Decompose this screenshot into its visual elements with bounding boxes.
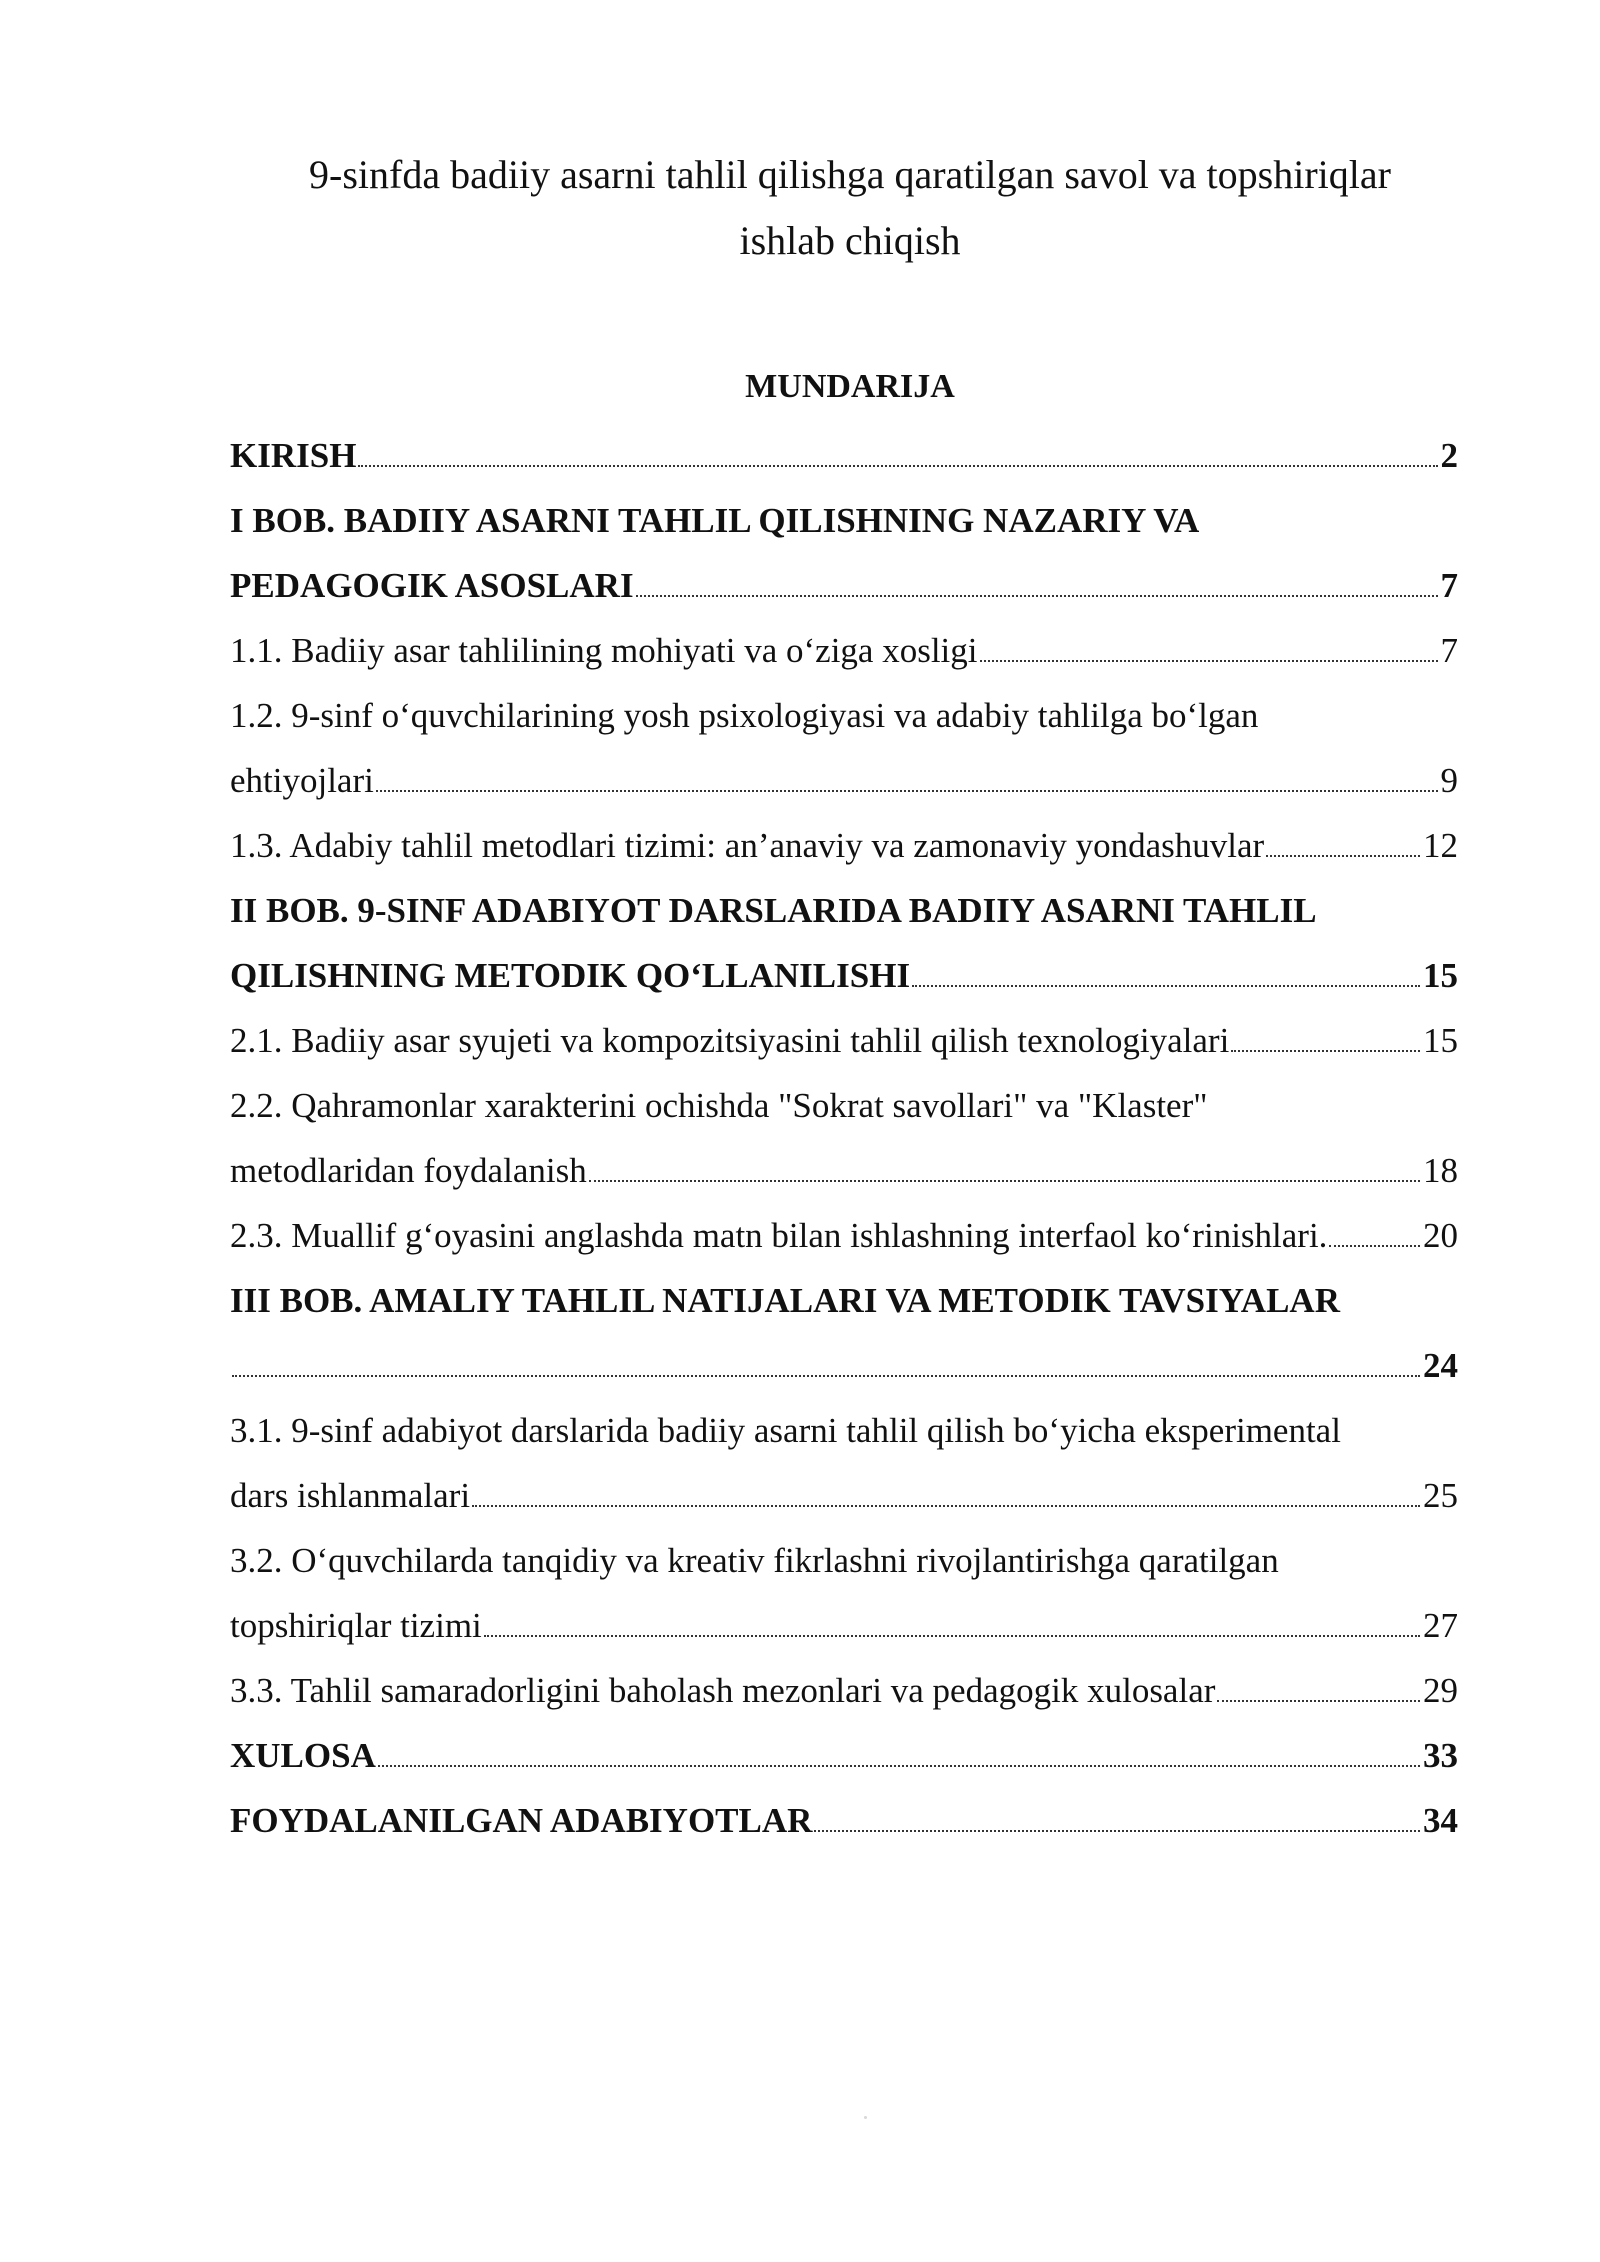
dot-leader: [912, 985, 1420, 987]
toc-entry-kirish: [230, 423, 1458, 488]
toc-entry-text: topshiriqlar tizimi: [230, 1606, 482, 1645]
toc-entry-section-3-1-line-1: [230, 1398, 1458, 1463]
toc-entry-text: 3.3. Tahlil samaradorligini baholash mezonlari va pedagogik xulosalar: [230, 1671, 1216, 1710]
dot-leader: [358, 465, 1437, 467]
dot-leader: [484, 1635, 1420, 1637]
toc-page-number: 29: [1423, 1671, 1458, 1710]
dot-leader: [1329, 1245, 1420, 1247]
toc-entry-section-1-1: [230, 618, 1458, 683]
toc-entry-adabiyotlar: [230, 1788, 1458, 1853]
toc-entry-section-1-3: [230, 813, 1458, 878]
toc-entry-text: 3.1. 9-sinf adabiyot darslarida badiiy asarni tahlil qilish bo‘yicha eksperimental: [230, 1411, 1341, 1450]
toc-page-number: 12: [1423, 826, 1458, 865]
toc-entry-section-1-2: [230, 748, 1458, 813]
toc-entry-section-2-1: [230, 1008, 1458, 1073]
dot-leader: [636, 595, 1438, 597]
toc-entry-section-3-2-line-1: [230, 1528, 1458, 1593]
toc-page-number: 2: [1440, 436, 1458, 475]
toc-entry-text: XULOSA: [230, 1736, 376, 1775]
toc-heading: MUNDARIJA: [745, 368, 955, 405]
table-of-contents: [230, 423, 1458, 1853]
toc-page-number: 27: [1423, 1606, 1458, 1645]
toc-entry-text: 1.3. Adabiy tahlil metodlari tizimi: an’anaviy va zamonaviy yondashuvlar: [230, 826, 1265, 865]
dot-leader: [814, 1830, 1420, 1832]
toc-entry-chapter-2-line-1: [230, 878, 1458, 943]
toc-entry-text: 1.1. Badiiy asar tahlilining mohiyati va o‘ziga xosligi: [230, 631, 978, 670]
toc-entry-text: 3.2. O‘quvchilarda tanqidiy va kreativ fikrlashni rivojlantirishga qaratilgan: [230, 1541, 1279, 1580]
toc-entry-section-2-2: [230, 1138, 1458, 1203]
dot-leader: [980, 660, 1438, 662]
footer-mark: [864, 2116, 867, 2119]
toc-page-number: 15: [1423, 1021, 1458, 1060]
toc-entry-text: ehtiyojlari: [230, 761, 374, 800]
toc-entry-text: metodlaridan foydalanish: [230, 1151, 587, 1190]
dot-leader: [378, 1765, 1420, 1767]
toc-entry-chapter-3-line-1: [230, 1268, 1458, 1333]
document-title-line-2: ishlab chiqish: [739, 218, 961, 263]
toc-entry-xulosa: [230, 1723, 1458, 1788]
toc-page-number: 34: [1423, 1801, 1458, 1840]
toc-entry-text: dars ishlanmalari: [230, 1476, 471, 1515]
toc-entry-text: 2.3. Muallif g‘oyasini anglashda matn bilan ishlashning interfaol ko‘rinishlari.: [230, 1216, 1328, 1255]
toc-entry-text: 2.1. Badiiy asar syujeti va kompozitsiyasini tahlil qilish texnologiyalari: [230, 1021, 1230, 1060]
toc-page-number: 9: [1440, 761, 1458, 800]
toc-page-number: 33: [1423, 1736, 1458, 1775]
toc-page-number: 25: [1423, 1476, 1458, 1515]
dot-leader: [1217, 1700, 1420, 1702]
toc-entry-section-3-2: [230, 1593, 1458, 1658]
toc-entry-text: II BOB. 9-SINF ADABIYOT DARSLARIDA BADIIY ASARNI TAHLIL: [230, 891, 1317, 930]
toc-entry-section-3-3: [230, 1658, 1458, 1723]
toc-page-number: 20: [1423, 1216, 1458, 1255]
dot-leader: [472, 1505, 1420, 1507]
toc-entry-chapter-2: [230, 943, 1458, 1008]
toc-entry-text: 1.2. 9-sinf o‘quvchilarining yosh psixologiyasi va adabiy tahlilga bo‘lgan: [230, 696, 1259, 735]
toc-page-number: 7: [1440, 631, 1458, 670]
dot-leader: [232, 1375, 1420, 1377]
toc-entry-text: FOYDALANILGAN ADABIYOTLAR: [230, 1801, 813, 1840]
dot-leader: [589, 1180, 1420, 1182]
toc-entry-section-2-3: [230, 1203, 1458, 1268]
toc-entry-chapter-1-line-1: [230, 488, 1458, 553]
toc-entry-text: QILISHNING METODIK QO‘LLANILISHI: [230, 956, 911, 995]
toc-entry-section-1-2-line-1: [230, 683, 1458, 748]
dot-leader: [1266, 855, 1420, 857]
toc-entry-text: KIRISH: [230, 436, 357, 475]
dot-leader: [376, 790, 1438, 792]
toc-page-number: 7: [1440, 566, 1458, 605]
toc-entry-text: III BOB. AMALIY TAHLIL NATIJALARI VA METODIK TAVSIYALAR: [230, 1281, 1340, 1320]
toc-entry-section-2-2-line-1: [230, 1073, 1458, 1138]
toc-page-number: 24: [1423, 1346, 1458, 1385]
toc-page-number: 15: [1423, 956, 1458, 995]
toc-entry-text: 2.2. Qahramonlar xarakterini ochishda "Sokrat savollari" va "Klaster": [230, 1086, 1208, 1125]
toc-entry-chapter-3: [230, 1333, 1458, 1398]
toc-entry-section-3-1: [230, 1463, 1458, 1528]
document-title-line-1: 9-sinfda badiiy asarni tahlil qilishga qaratilgan savol va topshiriqlar: [309, 152, 1391, 197]
toc-entry-chapter-1: [230, 553, 1458, 618]
toc-page-number: 18: [1423, 1151, 1458, 1190]
document-title: [230, 142, 1470, 274]
dot-leader: [1231, 1050, 1420, 1052]
toc-entry-text: I BOB. BADIIY ASARNI TAHLIL QILISHNING NAZARIY VA: [230, 501, 1200, 540]
toc-entry-text: PEDAGOGIK ASOSLARI: [230, 566, 634, 605]
